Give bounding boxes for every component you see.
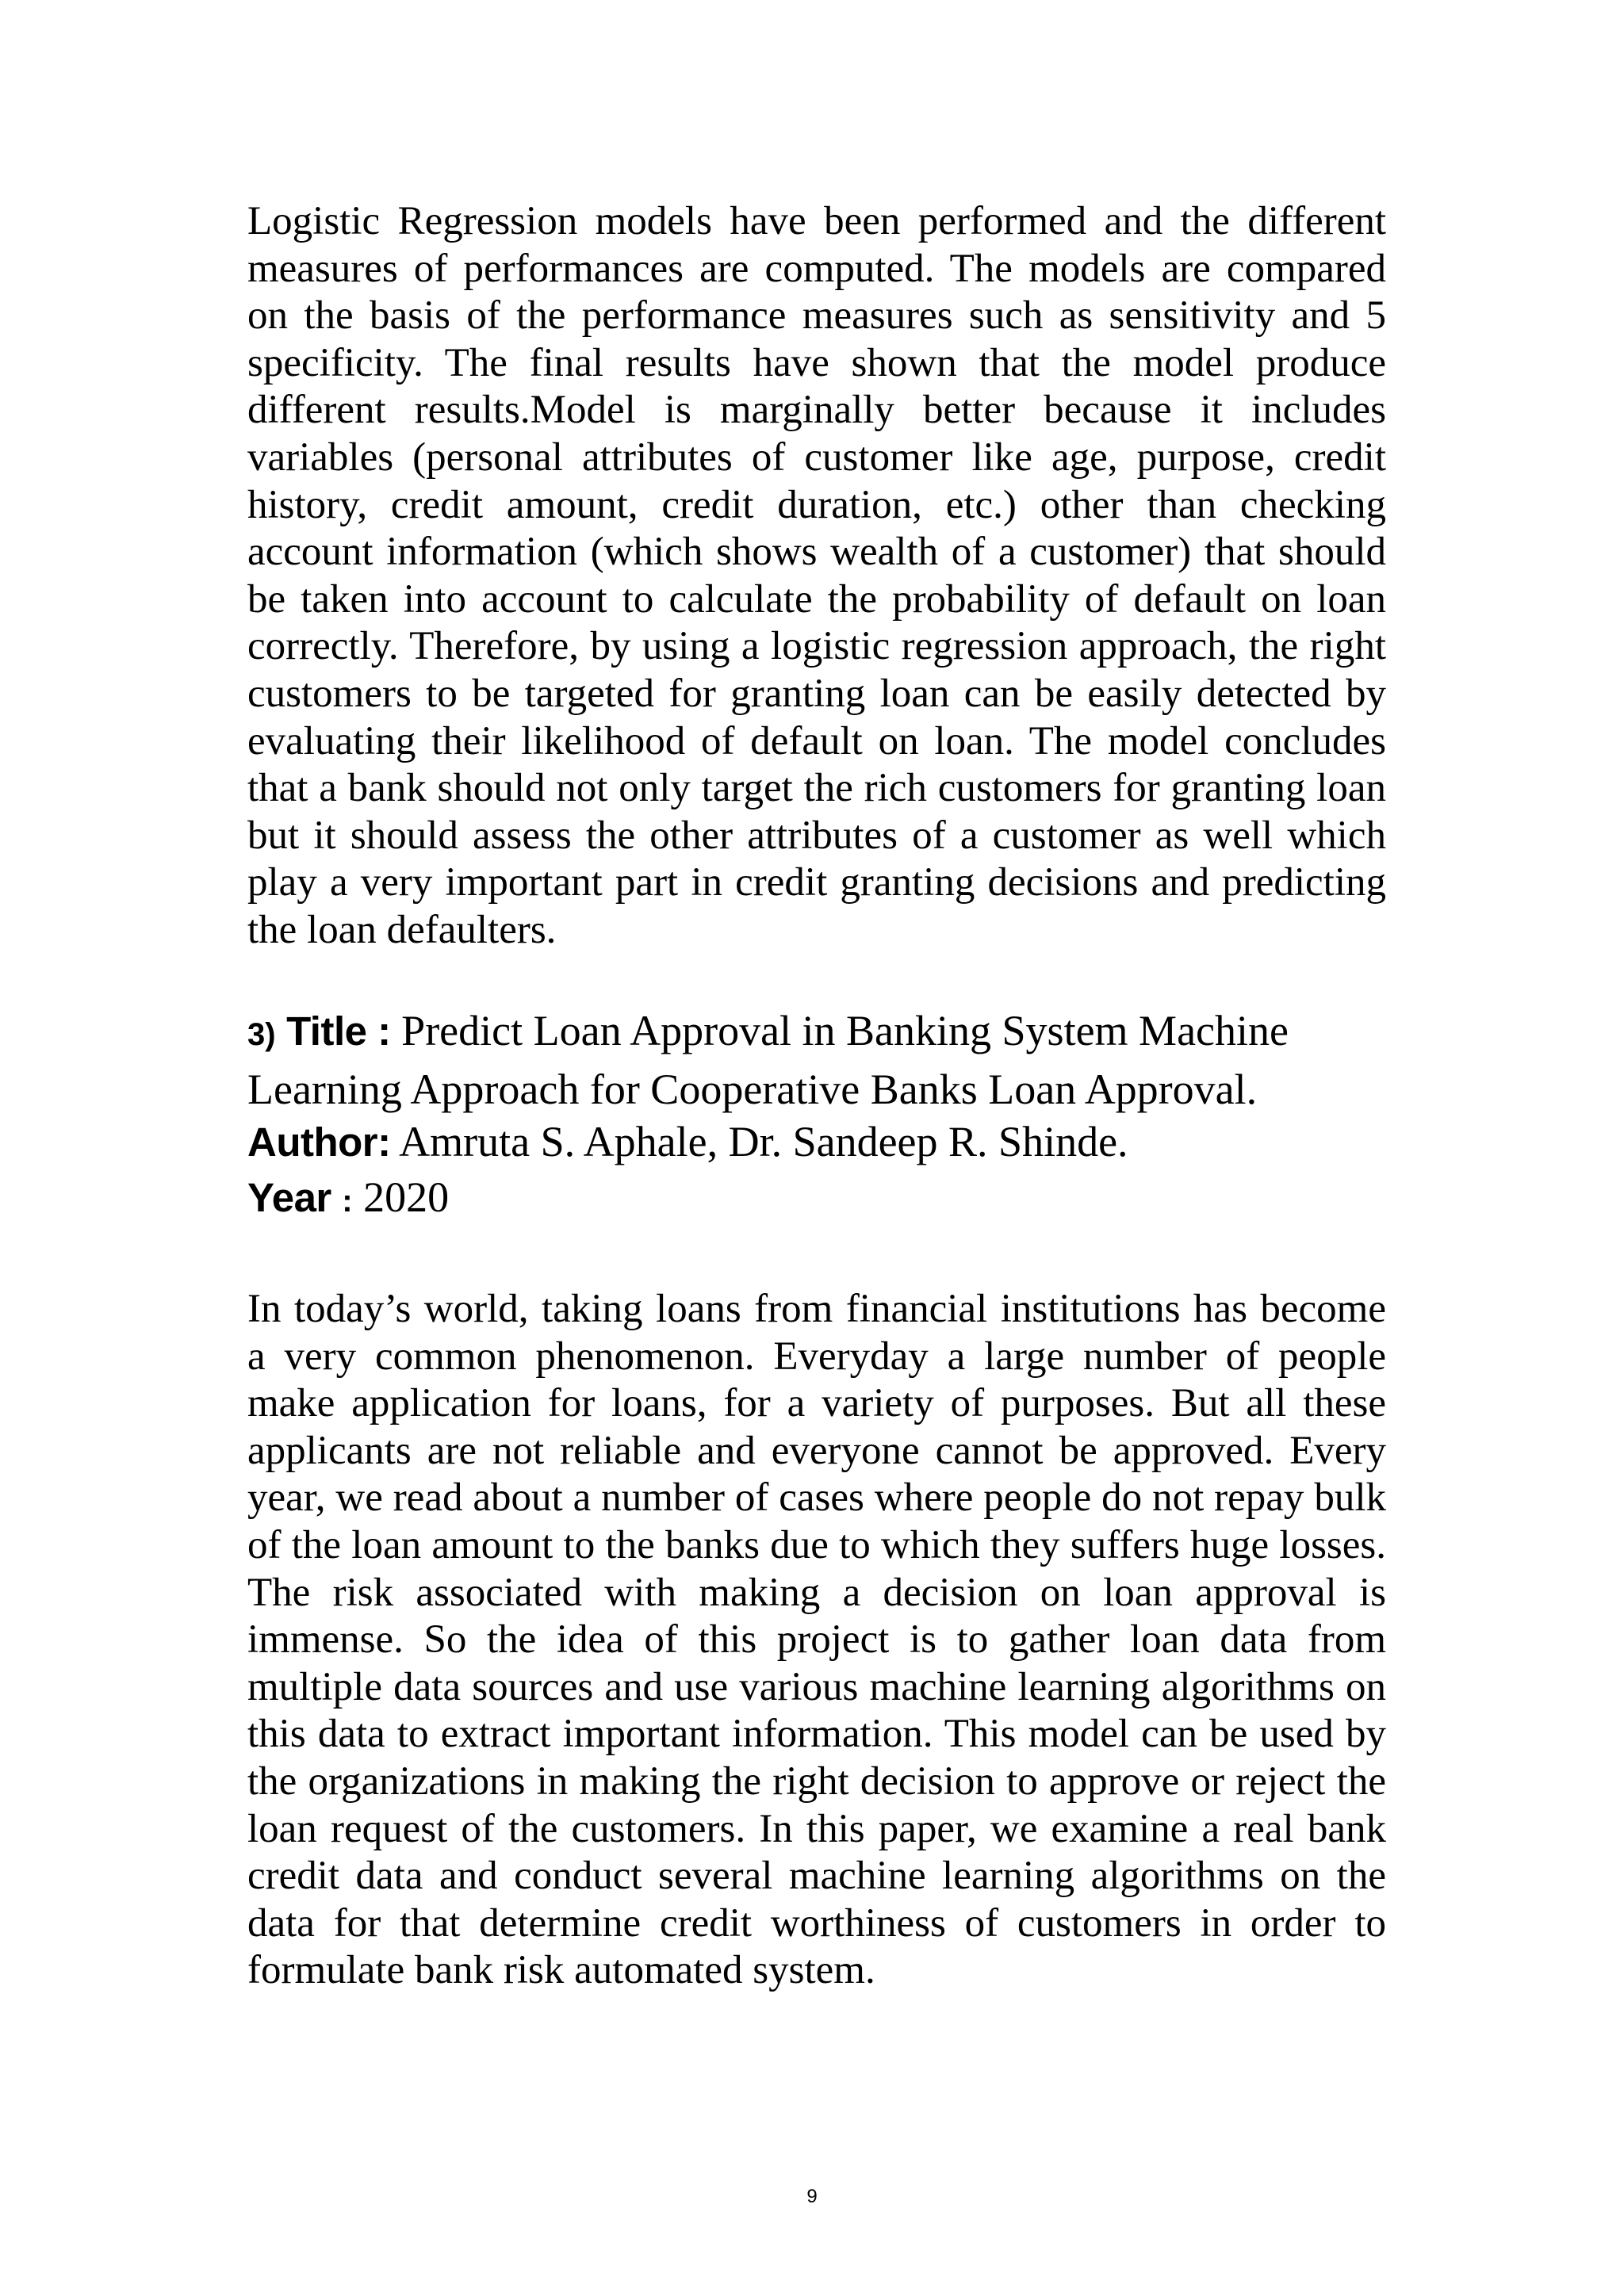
author-text: Amruta S. Aphale, Dr. Sandeep R. Shinde. <box>399 1118 1128 1165</box>
year-text: 2020 <box>363 1173 450 1221</box>
reference-title-line <box>247 1004 1386 1117</box>
reference-author-block <box>247 1115 1386 1169</box>
body-paragraph-logistic-regression: Logistic Regression models have been performed and the different measures of performances are computed. The models are compared on the basis of the performance measures such as sensitivity and 5 specificity. The final results have shown that the model produce different results.Model is marginally better because it includes variables (personal attributes of customer like age, purpose, credit history, credit amount, credit duration, etc.) other than checking account information (which shows wealth of a customer) that should be taken into account to calculate the probability of default on loan correctly. Therefore, by using a logistic regression approach, the right customers to be targeted for granting loan can be easily detected by evaluating their likelihood of default on loan. The model concludes that a bank should not only target the rich customers for granting loan but it should assess the other attributes of a customer as well which play a very important part in credit granting decisions and predicting the loan defaulters. <box>247 199 1386 952</box>
reference-author-line <box>247 1115 1386 1169</box>
title-text: Predict Loan Approval in Banking System Machine Learning Approach for Cooperative Banks Loan Approval. <box>247 1007 1289 1113</box>
year-colon: : <box>342 1184 353 1219</box>
reference-year-block <box>247 1170 1386 1229</box>
reference-year-line <box>247 1170 1386 1229</box>
title-label: Title : <box>286 1008 391 1054</box>
author-label: Author: <box>247 1119 391 1165</box>
year-label: Year <box>247 1175 331 1220</box>
body-paragraph-loan-approval: In today’s world, taking loans from financial institutions has become a very common phenomenon. Everyday a large number of people make application for loans, for a variety of purposes. But all these applicants are not reliable and everyone cannot be approved. Every year, we read about a number of cases where people do not repay bulk of the loan amount to the banks due to which they suffers huge losses. The risk associated with making a decision on loan approval is immense. So the idea of this project is to gather loan data from multiple data sources and use various machine learning algorithms on this data to extract important information. This model can be used by the organizations in making the right decision to approve or reject the loan request of the customers. In this paper, we examine a real bank credit data and conduct several machine learning algorithms on the data for that determine credit worthiness of customers in order to formulate bank risk automated system. <box>247 1287 1386 1993</box>
reference-number: 3) <box>247 1017 276 1052</box>
reference-title-block <box>247 1004 1386 1117</box>
page-number: 9 <box>806 2186 818 2207</box>
